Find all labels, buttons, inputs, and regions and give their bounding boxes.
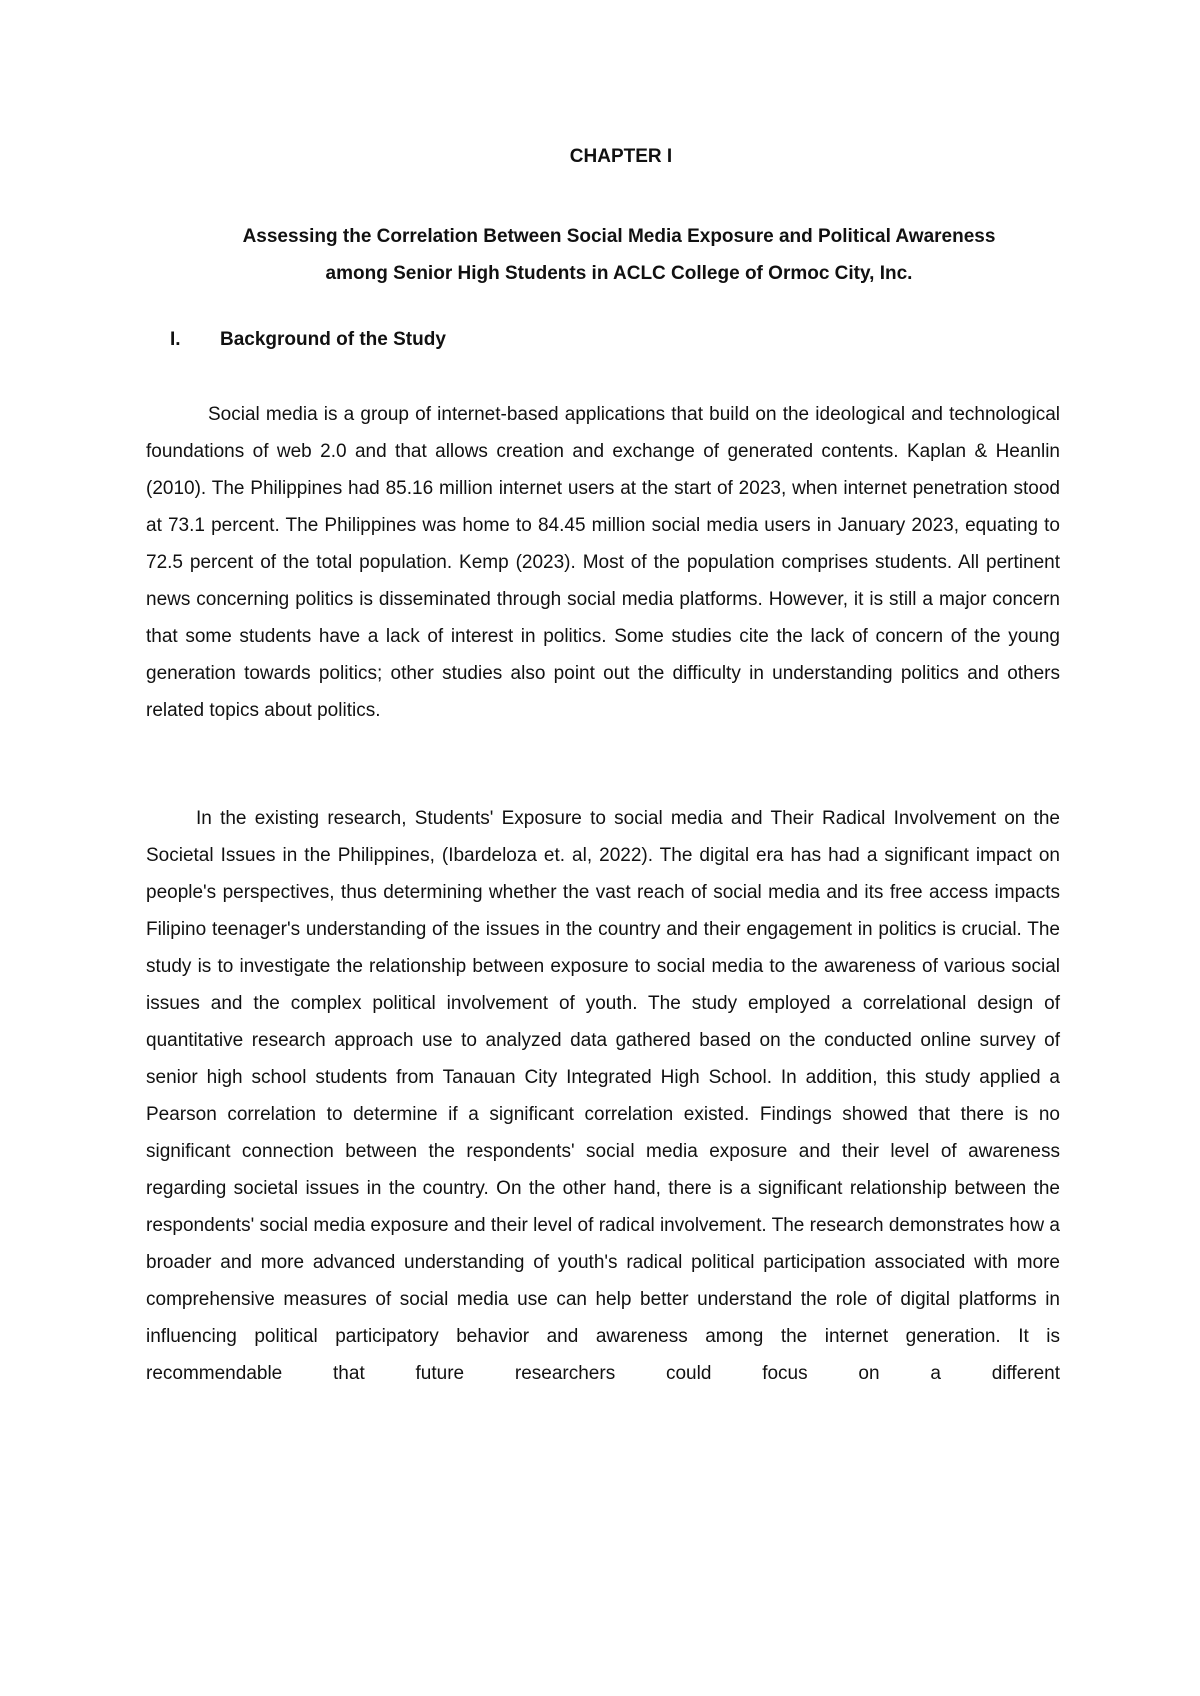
paragraph-2: In the existing research, Students' Exposure to social media and Their Radical Involvement on the Societal Issues in the Philippines, (Ibardeloza et. al, 2022). The digital era has had a significant impact on people's perspectives, thus determining whether the vast reach of social media and its free access impacts Filipino teenager's understanding of the issues in the country and their engagement in politics is crucial. The study is to investigate the relationship between exposure to social media to the awareness of various social issues and the complex political involvement of youth. The study employed a correlational design of quantitative research approach use to analyzed data gathered based on the conducted online survey of senior high school students from Tanauan City Integrated High School. In addition, this study applied a Pearson correlation to determine if a significant correlation existed. Findings showed that there is no significant connection between the respondents' social media exposure and their level of awareness regarding societal issues in the country. On the other hand, there is a significant relationship between the respondents' social media exposure and their level of radical involvement. The research demonstrates how a broader and more advanced understanding of youth's radical political participation associated with more comprehensive measures of social media use can help better understand the role of digital platforms in influencing political participatory behavior and awareness among the internet generation. It is recommendable that future researchers could focus on a different	[146, 808, 1060, 1384]
section-title: Background of the Study	[220, 329, 446, 350]
title-line-2: among Senior High Students in ACLC College of Ormoc City, Inc.	[325, 263, 913, 284]
title-line-1: Assessing the Correlation Between Social Media Exposure and Political Awareness	[242, 226, 996, 247]
chapter-heading: CHAPTER I	[569, 146, 673, 167]
section-heading	[170, 326, 446, 354]
document-title	[150, 218, 1088, 292]
paragraph-1: Social media is a group of internet-based applications that build on the ideological and technological foundations of web 2.0 and that allows creation and exchange of generated contents. Kaplan & Heanlin (2010). The Philippines had 85.16 million internet users at the start of 2023, when internet penetration stood at 73.1 percent. The Philippines was home to 84.45 million social media users in January 2023, equating to 72.5 percent of the total population. Kemp (2023). Most of the population comprises students. All pertinent news concerning politics is disseminated through social media platforms. However, it is still a major concern that some students have a lack of interest in politics. Some studies cite the lack of concern of the young generation towards politics; other studies also point out the difficulty in understanding politics and others related topics about politics.	[146, 404, 1060, 721]
section-number: I.	[170, 329, 181, 350]
